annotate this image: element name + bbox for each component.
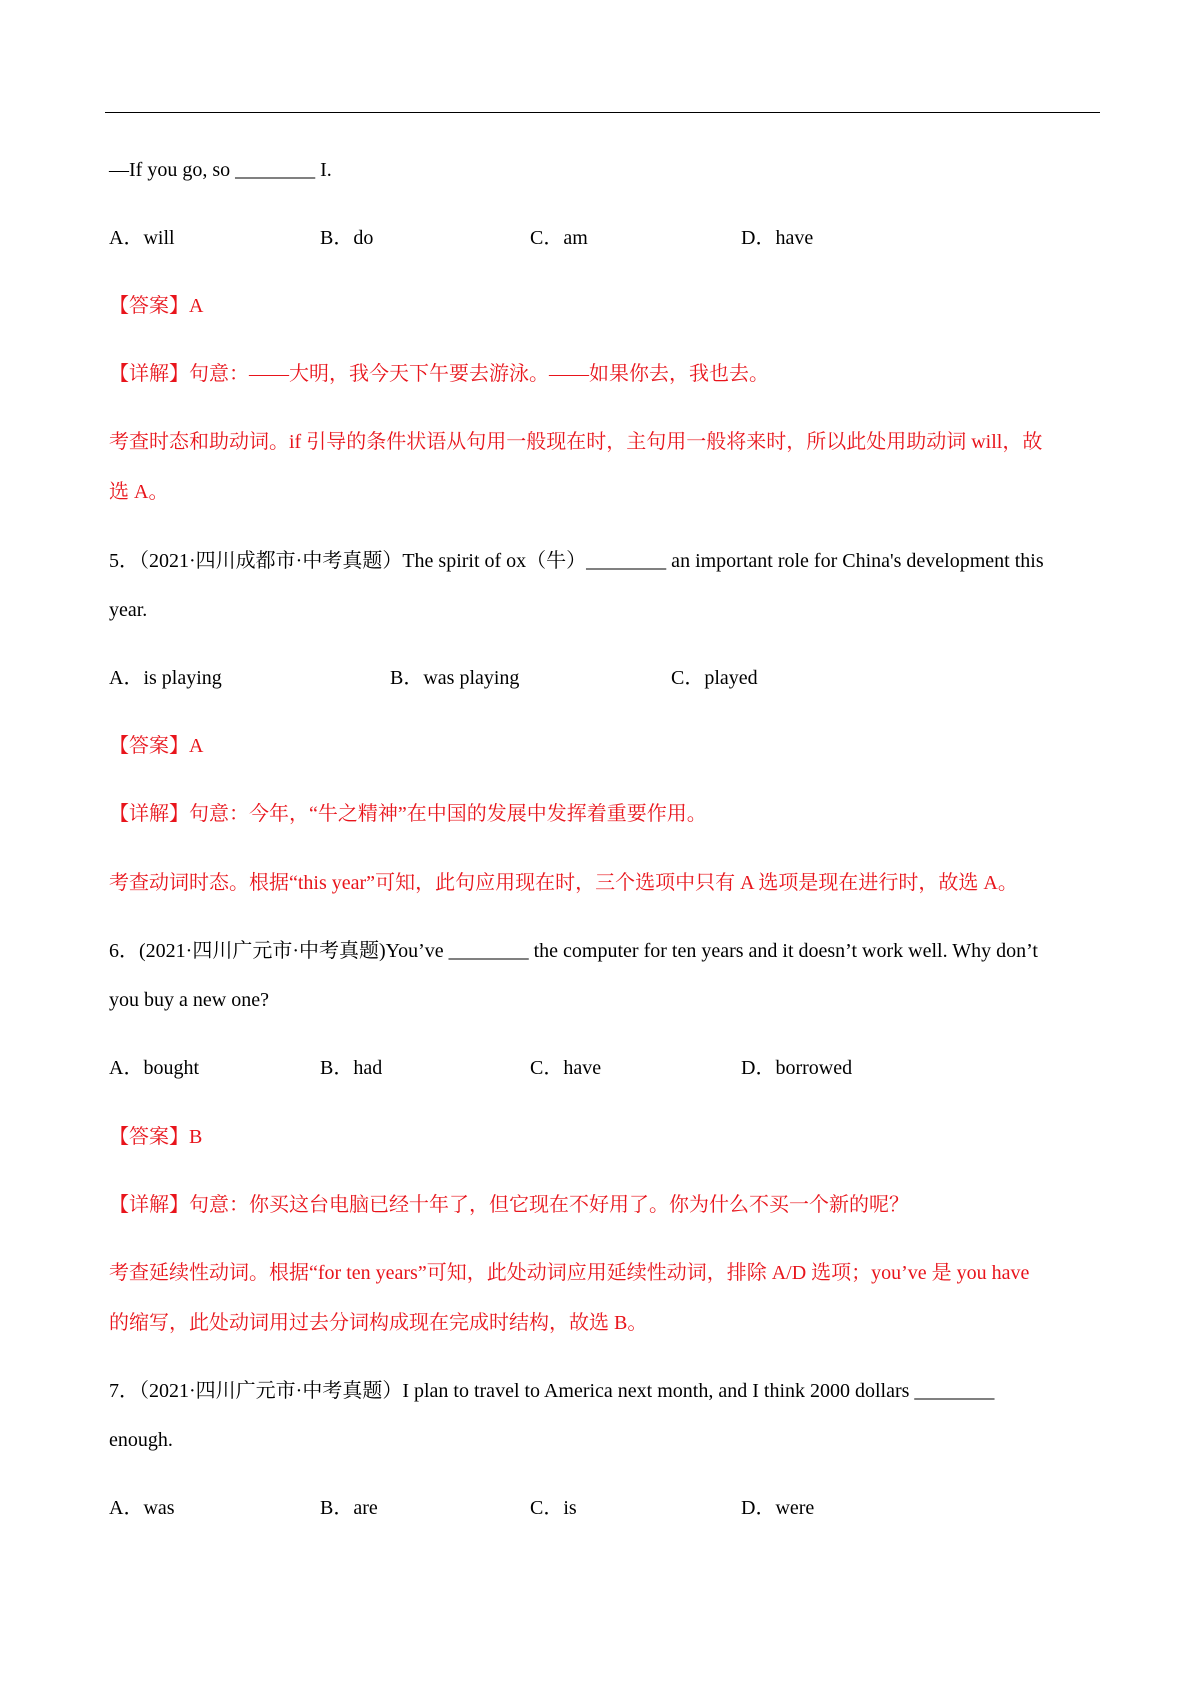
q7-option-b: B．are [320, 1497, 378, 1519]
q6-option-d: D．borrowed [741, 1057, 853, 1079]
q4-answer: 【答案】A [109, 295, 204, 317]
q7-option-d: D．were [741, 1497, 815, 1519]
q5-option-b: B．was playing [390, 667, 520, 689]
q4-option-a: A．will [109, 227, 175, 249]
q6-detail: 【详解】句意：你买这台电脑已经十年了，但它现在不好用了。你为什么不买一个新的呢？ [109, 1194, 909, 1216]
q5-stem-line1: 5．（2021·四川成都市·中考真题）The spirit of ox（牛）________ an important role for China's development this [109, 550, 1044, 572]
q5-option-a: A．is playing [109, 667, 222, 689]
q4-detail: 【详解】句意：——大明，我今天下午要去游泳。——如果你去，我也去。 [109, 363, 769, 385]
q4-analysis-line2: 选 A。 [109, 481, 169, 503]
q4-option-d: D．have [741, 227, 814, 249]
q6-stem-line2: you buy a new one? [109, 989, 269, 1011]
q5-detail: 【详解】句意：今年，“牛之精神”在中国的发展中发挥着重要作用。 [109, 803, 707, 825]
q5-answer: 【答案】A [109, 735, 204, 757]
q4-option-c: C．am [530, 227, 588, 249]
q4-stem-tail: —If you go, so ________ I. [109, 159, 332, 181]
q6-option-b: B．had [320, 1057, 383, 1079]
q4-option-b: B．do [320, 227, 374, 249]
q6-stem-line1: 6．(2021·四川广元市·中考真题)You’ve ________ the computer for ten years and it doesn’t work well. Why don’t [109, 940, 1038, 962]
q5-analysis-line1: 考查动词时态。根据“this year”可知，此句应用现在时，三个选项中只有 A 选项是现在进行时，故选 A。 [109, 872, 1018, 894]
q6-answer: 【答案】B [109, 1126, 203, 1148]
q6-option-a: A．bought [109, 1057, 199, 1079]
q7-option-c: C．is [530, 1497, 577, 1519]
q5-stem-line2: year. [109, 599, 148, 621]
q6-analysis-line2: 的缩写，此处动词用过去分词构成现在完成时结构，故选 B。 [109, 1312, 648, 1334]
q7-option-a: A．was [109, 1497, 175, 1519]
q7-stem-line1: 7．（2021·四川广元市·中考真题）I plan to travel to America next month, and I think 2000 dollars ________ [109, 1380, 995, 1402]
q7-stem-line2: enough. [109, 1429, 173, 1451]
header-rule [105, 112, 1100, 113]
q6-option-c: C．have [530, 1057, 602, 1079]
q6-analysis-line1: 考查延续性动词。根据“for ten years”可知，此处动词应用延续性动词，排除 A/D 选项；you’ve 是 you have [109, 1262, 1030, 1284]
q5-option-c: C．played [671, 667, 758, 689]
q4-analysis-line1: 考查时态和助动词。if 引导的条件状语从句用一般现在时，主句用一般将来时，所以此处用助动词 will，故 [109, 431, 1043, 453]
